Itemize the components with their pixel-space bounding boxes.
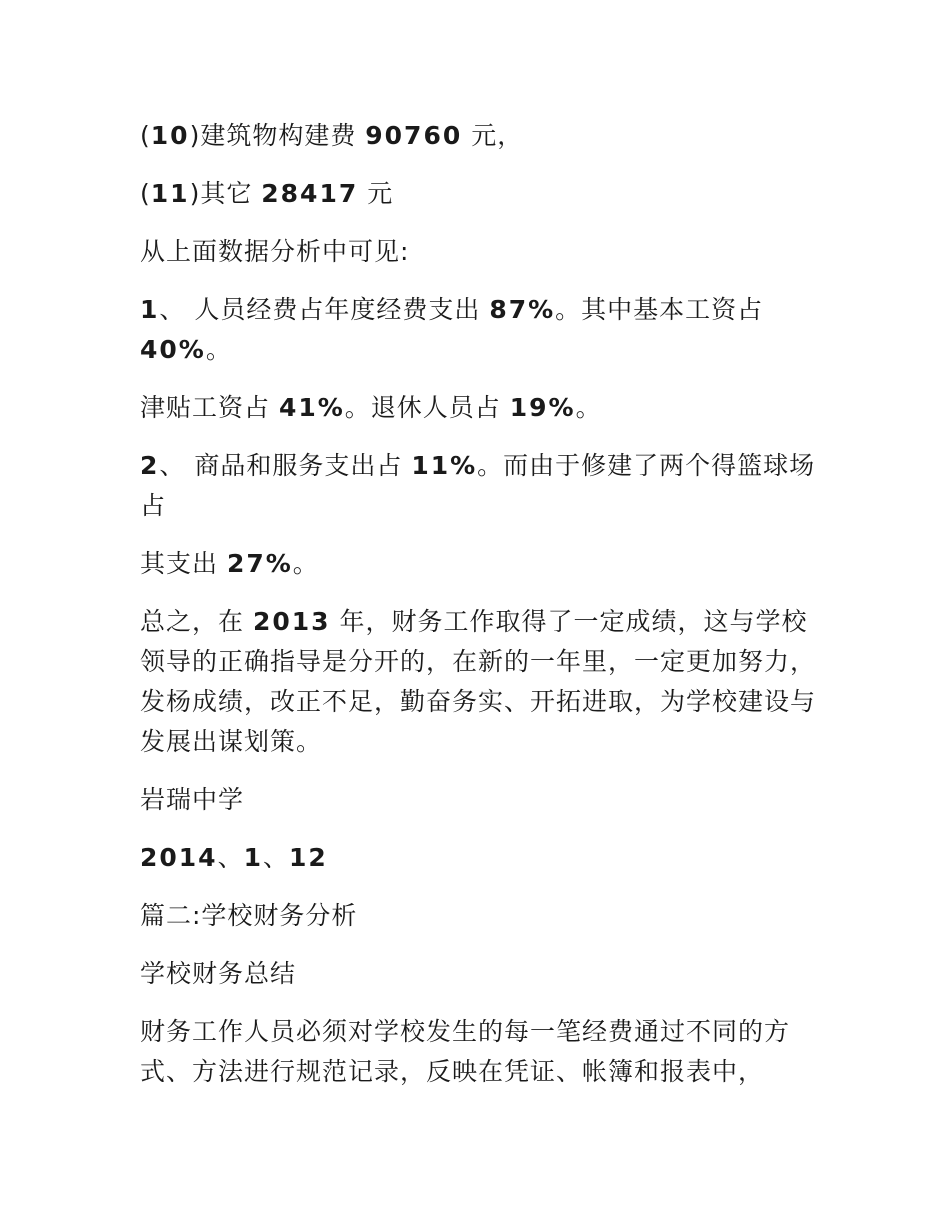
section-subheading bbox=[140, 954, 820, 994]
number-run: 1 bbox=[243, 843, 264, 872]
number-run: 2013 bbox=[252, 607, 331, 636]
number-run: 10 bbox=[150, 121, 190, 150]
text-run: )其它 bbox=[189, 179, 262, 208]
paragraph-finance-duty bbox=[140, 1012, 820, 1092]
text-run: 。而由于修建了两个得篮球场占 bbox=[140, 451, 816, 520]
number-run: 19% bbox=[509, 393, 576, 422]
text-run: 元 bbox=[358, 179, 394, 208]
text-run: 、 商品和服务支出占 bbox=[159, 451, 412, 480]
signature-school bbox=[140, 780, 820, 820]
paragraph-item-11 bbox=[140, 174, 820, 214]
number-run: 28417 bbox=[261, 179, 359, 208]
paragraph-point-1 bbox=[140, 290, 820, 370]
text-run: 。 bbox=[575, 393, 602, 422]
number-run: 11 bbox=[150, 179, 190, 208]
number-run: 1 bbox=[140, 295, 160, 324]
text-run: 元， bbox=[462, 121, 524, 150]
number-run: 12 bbox=[289, 843, 328, 872]
text-run: ( bbox=[140, 121, 151, 150]
paragraph-analysis-intro bbox=[140, 232, 820, 272]
text-run: 学校财务总结 bbox=[140, 959, 297, 988]
text-run: 总之，在 bbox=[140, 607, 253, 636]
text-run: 其支出 bbox=[140, 549, 227, 578]
document-page bbox=[140, 116, 820, 1110]
number-run: 41% bbox=[278, 393, 345, 422]
paragraph-item-10 bbox=[140, 116, 820, 156]
text-run: 篇二:学校财务分析 bbox=[140, 901, 358, 930]
text-run: 、 bbox=[263, 843, 290, 872]
text-run: 、 人员经费占年度经费支出 bbox=[159, 295, 490, 324]
text-run: 。 bbox=[292, 549, 319, 578]
text-run: )建筑物构建费 bbox=[189, 121, 366, 150]
text-run: ( bbox=[140, 179, 151, 208]
number-run: 11% bbox=[411, 451, 478, 480]
paragraph-summary bbox=[140, 602, 820, 762]
number-run: 2 bbox=[140, 451, 160, 480]
text-run: 年，财务工作取得了一定成绩，这与学校领导的正确指导是分开的，在新的一年里，一定更加努力，发杨成绩，改正不足，勤奋务实、开拓进取，为学校建设与发展出谋划策。 bbox=[140, 607, 817, 756]
number-run: 87% bbox=[489, 295, 556, 324]
number-run: 27% bbox=[226, 549, 293, 578]
signature-date bbox=[140, 838, 820, 878]
paragraph-point-2 bbox=[140, 446, 820, 526]
text-run: 。退休人员占 bbox=[344, 393, 510, 422]
paragraph-allowance bbox=[140, 388, 820, 428]
text-run: 。其中基本工资占 bbox=[555, 295, 764, 324]
text-run: 津贴工资占 bbox=[140, 393, 279, 422]
paragraph-expense-share bbox=[140, 544, 820, 584]
text-run: 。 bbox=[205, 335, 232, 364]
number-run: 90760 bbox=[365, 121, 463, 150]
text-run: 岩瑞中学 bbox=[140, 785, 245, 814]
text-run: 从上面数据分析中可见: bbox=[140, 237, 410, 266]
text-run: 财务工作人员必须对学校发生的每一笔经费通过不同的方式、方法进行规范记录，反映在凭证、帐簿和报表中， bbox=[140, 1017, 791, 1086]
section-heading-part-two bbox=[140, 896, 820, 936]
number-run: 2014 bbox=[140, 843, 218, 872]
number-run: 40% bbox=[140, 335, 206, 364]
text-run: 、 bbox=[217, 843, 244, 872]
